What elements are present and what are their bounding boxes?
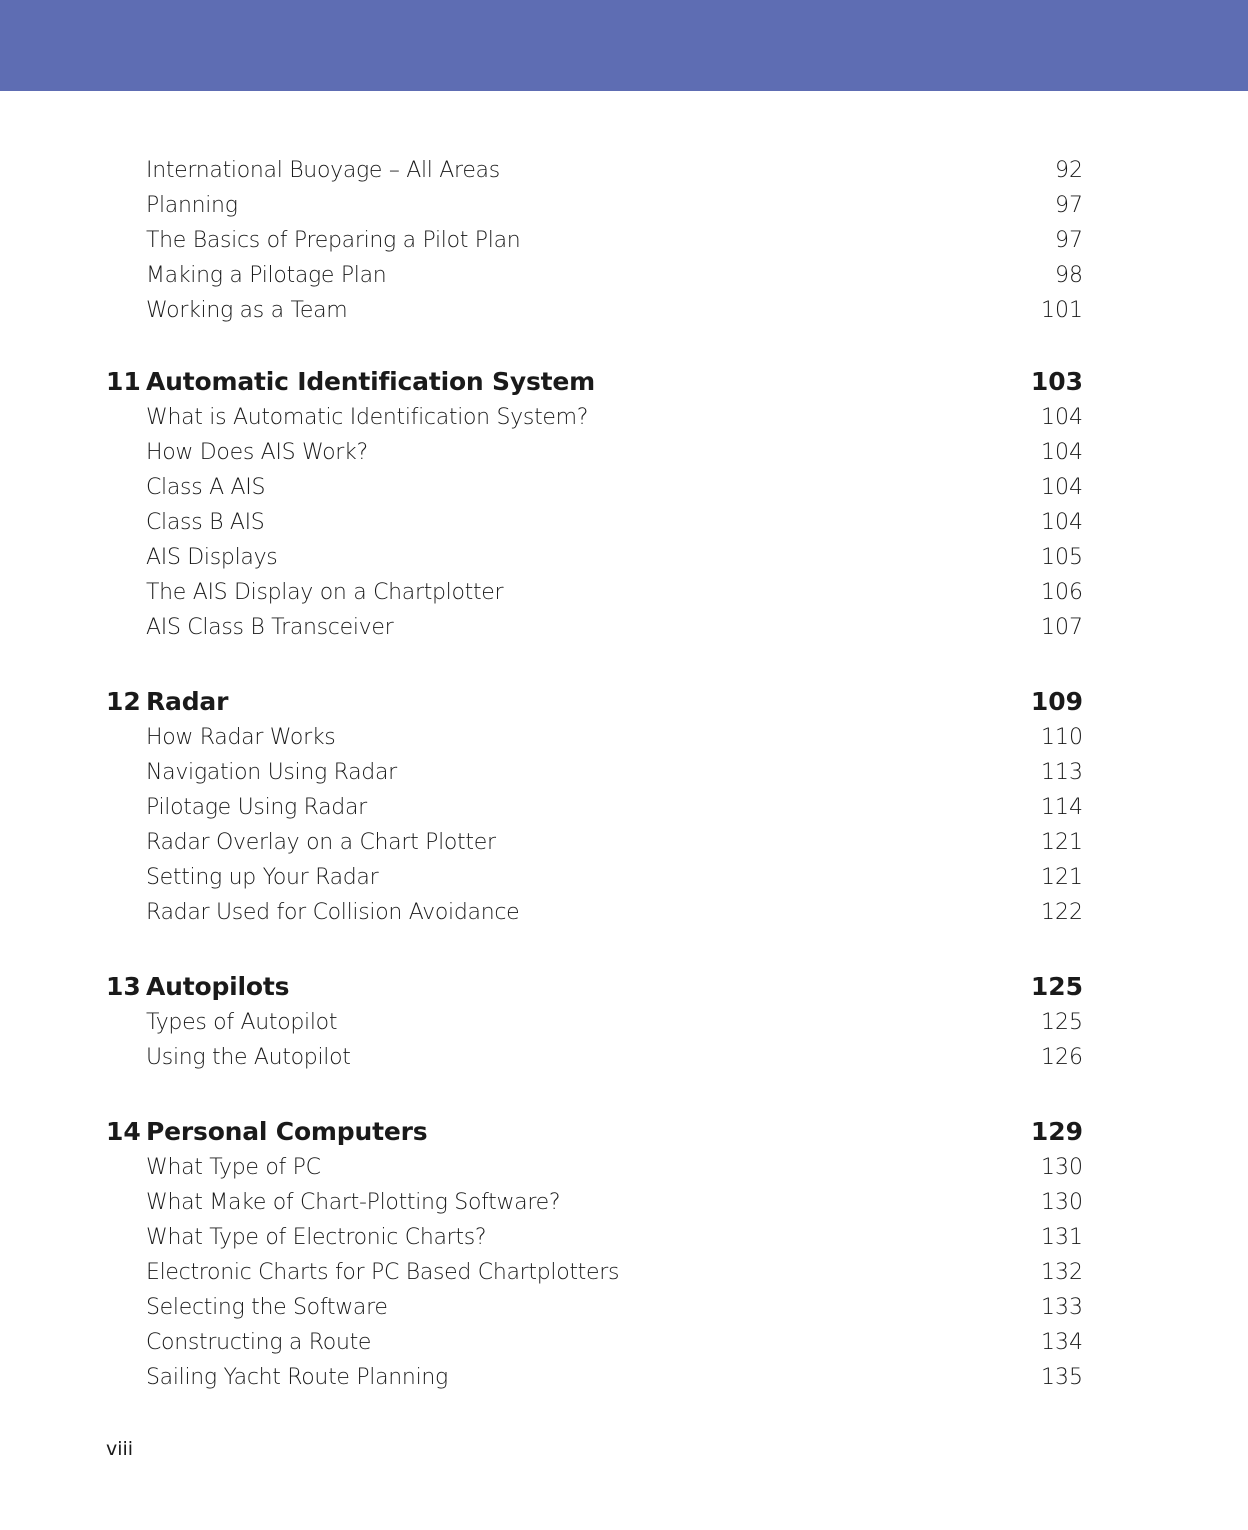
toc-entry-page: 107 <box>1041 615 1083 640</box>
toc-entry-title: Radar Overlay on a Chart Plotter <box>146 830 496 855</box>
toc-entry-title: Planning <box>146 193 238 218</box>
chapter-page: 125 <box>1030 972 1083 1001</box>
chapter-page: 129 <box>1030 1117 1083 1146</box>
chapter-page: 103 <box>1030 367 1083 396</box>
toc-entry-page: 92 <box>1055 158 1083 183</box>
toc-entry-title: What Type of PC <box>146 1155 321 1180</box>
toc-entry[interactable] <box>0 1361 1248 1395</box>
toc-entry[interactable] <box>0 1006 1248 1040</box>
toc-entry-title: Constructing a Route <box>146 1330 372 1355</box>
toc-entry[interactable] <box>0 826 1248 860</box>
toc-entry-title: What is Automatic Identification System? <box>146 405 589 430</box>
toc-entry-title: Using the Autopilot <box>146 1045 351 1070</box>
toc-entry-page: 126 <box>1041 1045 1083 1070</box>
toc-entry-page: 131 <box>1041 1225 1083 1250</box>
toc-entry[interactable] <box>0 471 1248 505</box>
chapter-number: 11 <box>106 367 141 396</box>
toc-entry-page: 114 <box>1041 795 1083 820</box>
chapter-number: 12 <box>106 687 141 716</box>
toc-entry[interactable] <box>0 506 1248 540</box>
toc-entry-title: Class A AIS <box>146 475 266 500</box>
toc-entry-title: How Radar Works <box>146 725 336 750</box>
toc-entry-page: 104 <box>1041 440 1083 465</box>
toc-entry[interactable] <box>0 189 1248 223</box>
toc-entry-page: 130 <box>1041 1190 1083 1215</box>
toc-entry[interactable] <box>0 1291 1248 1325</box>
chapter-title: Automatic Identification System <box>146 367 595 396</box>
toc-entry-title: Class B AIS <box>146 510 265 535</box>
toc-entry-page: 101 <box>1041 298 1083 323</box>
toc-chapter-12[interactable] <box>0 685 1248 719</box>
toc-entry-page: 98 <box>1055 263 1083 288</box>
toc-chapter-14[interactable] <box>0 1115 1248 1149</box>
toc-entry[interactable] <box>0 224 1248 258</box>
chapter-number: 13 <box>106 972 141 1001</box>
toc-entry-page: 97 <box>1055 193 1083 218</box>
toc-entry-page: 97 <box>1055 228 1083 253</box>
toc-entry-page: 130 <box>1041 1155 1083 1180</box>
toc-entry[interactable] <box>0 1186 1248 1220</box>
toc-entry[interactable] <box>0 154 1248 188</box>
toc-entry-title: Electronic Charts for PC Based Chartplotters <box>146 1260 620 1285</box>
toc-entry-page: 110 <box>1041 725 1083 750</box>
toc-entry-title: Radar Used for Collision Avoidance <box>146 900 520 925</box>
chapter-title: Personal Computers <box>146 1117 428 1146</box>
toc-entry-title: International Buoyage – All Areas <box>146 158 500 183</box>
toc-entry[interactable] <box>0 1151 1248 1185</box>
chapter-page: 109 <box>1030 687 1083 716</box>
toc-entry-page: 105 <box>1041 545 1083 570</box>
chapter-number: 14 <box>106 1117 141 1146</box>
toc-entry-page: 122 <box>1041 900 1083 925</box>
toc-entry-page: 104 <box>1041 405 1083 430</box>
toc-entry[interactable] <box>0 294 1248 328</box>
toc-entry-title: Selecting the Software <box>146 1295 388 1320</box>
toc-entry-page: 135 <box>1041 1365 1083 1390</box>
toc-entry[interactable] <box>0 259 1248 293</box>
toc-entry-title: AIS Displays <box>146 545 278 570</box>
chapter-title: Radar <box>146 687 229 716</box>
toc-entry-page: 106 <box>1041 580 1083 605</box>
toc-entry-page: 134 <box>1041 1330 1083 1355</box>
toc-entry-page: 121 <box>1041 830 1083 855</box>
toc-entry-title: The AIS Display on a Chartplotter <box>146 580 504 605</box>
toc-entry-page: 133 <box>1041 1295 1083 1320</box>
toc-chapter-13[interactable] <box>0 970 1248 1004</box>
toc-entry-title: The Basics of Preparing a Pilot Plan <box>146 228 521 253</box>
toc-entry-page: 121 <box>1041 865 1083 890</box>
toc-entry[interactable] <box>0 576 1248 610</box>
toc-entry[interactable] <box>0 611 1248 645</box>
toc-entry-title: Pilotage Using Radar <box>146 795 367 820</box>
toc-entry-title: Setting up Your Radar <box>146 865 379 890</box>
toc-entry[interactable] <box>0 1256 1248 1290</box>
toc-entry-title: What Make of Chart-Plotting Software? <box>146 1190 561 1215</box>
toc-entry[interactable] <box>0 861 1248 895</box>
toc-entry[interactable] <box>0 436 1248 470</box>
toc-entry[interactable] <box>0 756 1248 790</box>
toc-entry-page: 104 <box>1041 510 1083 535</box>
toc-entry-title: Making a Pilotage Plan <box>146 263 387 288</box>
chapter-title: Autopilots <box>146 972 290 1001</box>
toc-entry-title: Navigation Using Radar <box>146 760 397 785</box>
toc-entry[interactable] <box>0 1326 1248 1360</box>
toc-entry-page: 132 <box>1041 1260 1083 1285</box>
toc-entry-title: Types of Autopilot <box>146 1010 338 1035</box>
toc-entry[interactable] <box>0 721 1248 755</box>
toc-entry-title: AIS Class B Transceiver <box>146 615 394 640</box>
toc-entry-title: What Type of Electronic Charts? <box>146 1225 487 1250</box>
toc-entry-title: Working as a Team <box>146 298 348 323</box>
header-band <box>0 0 1248 91</box>
toc-chapter-11[interactable] <box>0 365 1248 399</box>
toc-entry[interactable] <box>0 401 1248 435</box>
toc-entry-title: How Does AIS Work? <box>146 440 368 465</box>
toc-entry[interactable] <box>0 896 1248 930</box>
toc-entry-page: 125 <box>1041 1010 1083 1035</box>
toc-entry[interactable] <box>0 1041 1248 1075</box>
toc-entry-page: 104 <box>1041 475 1083 500</box>
toc-entry[interactable] <box>0 1221 1248 1255</box>
toc-entry-page: 113 <box>1041 760 1083 785</box>
toc-entry[interactable] <box>0 791 1248 825</box>
page-folio: viii <box>106 1438 134 1460</box>
toc-entry[interactable] <box>0 541 1248 575</box>
toc-entry-title: Sailing Yacht Route Planning <box>146 1365 448 1390</box>
